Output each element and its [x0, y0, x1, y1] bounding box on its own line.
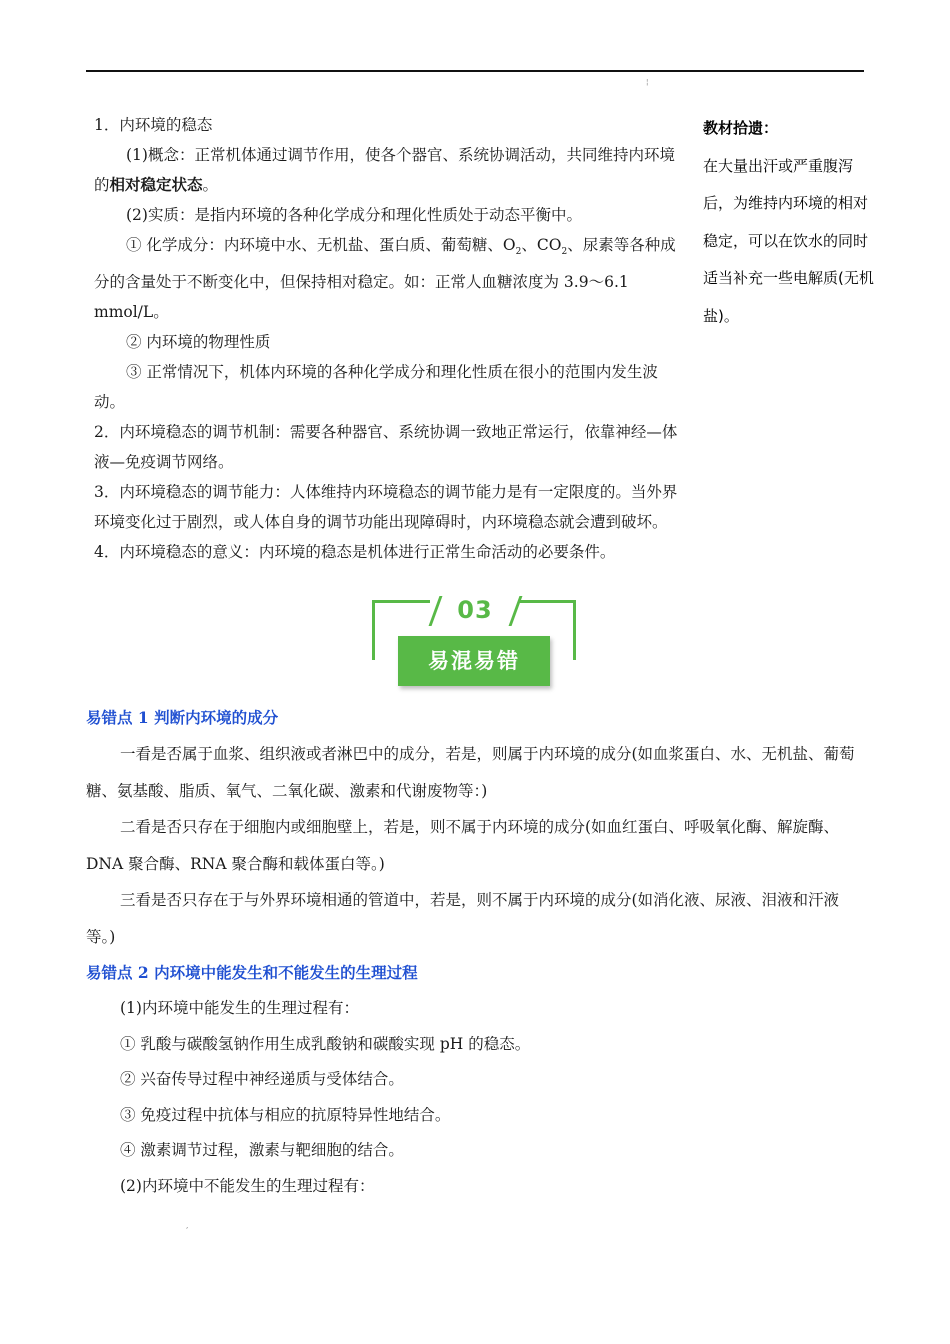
footer-mark: ‚: [186, 1222, 189, 1230]
essence-paragraph: (2)实质：是指内环境的各种化学成分和理化性质处于动态平衡中。: [126, 206, 582, 224]
normal-fluctuation-paragraph: ③ 正常情况下，机体内环境的各种化学成分和理化性质在很小的范围内发生波动。: [94, 363, 658, 412]
chem-text-c: 、尿素等各种成分的含量处于不断变化中，但保持相对稳定。如：正常人血糖浓度为 3.9～6.1 mmol/L。: [94, 236, 676, 322]
chem-text-a: ① 化学成分：内环境中水、无机盐、蛋白质、葡萄糖、O: [126, 236, 516, 254]
list-item: (1)内环境中能发生的生理过程有：: [120, 999, 359, 1017]
error-point-1-second-check: 二看是否只存在于细胞内或细胞壁上，若是，则不属于内环境的成分(如血红蛋白、呼吸氧化酶、解旋酶、DNA 聚合酶、RNA 聚合酶和载体蛋白等。): [86, 818, 840, 873]
error-point-1-heading: 易错点 1 判断内环境的成分: [86, 708, 279, 727]
list-item: ② 兴奋传导过程中神经递质与受体结合。: [120, 1070, 404, 1088]
list-item: ① 乳酸与碳酸氢钠作用生成乳酸钠和碳酸实现 pH 的稳态。: [120, 1034, 531, 1053]
list-item: (2)内环境中不能发生的生理过程有：: [120, 1176, 375, 1195]
concept-end: 。: [202, 176, 219, 194]
point-3-paragraph: 3．内环境稳态的调节能力：人体维持内环境稳态的调节能力是有一定限度的。当外界环境变化过于剧烈，或人体自身的调节功能出现障碍时，内环境稳态就会遭到破坏。: [94, 483, 678, 532]
badge-label: 易混易错: [398, 636, 550, 686]
error-point-2-heading: 易错点 2 内环境中能发生和不能发生的生理过程: [86, 963, 418, 982]
header-rule: [86, 70, 864, 72]
point-4-paragraph: 4．内环境稳态的意义：内环境的稳态是机体进行正常生命活动的必要条件。: [94, 543, 616, 562]
error-point-1-first-check: 一看是否属于血浆、组织液或者淋巴中的成分，若是，则属于内环境的成分(如血浆蛋白、水、无机盐、葡萄糖、氨基酸、脂质、氧气、二氧化碳、激素和代谢废物等：): [86, 745, 855, 800]
error-point-1-third-check: 三看是否只存在于与外界环境相通的管道中，若是，则不属于内环境的成分(如消化液、尿液、泪液和汗液等。): [86, 891, 840, 946]
chem-text-b: 、CO: [521, 236, 562, 254]
main-text: [94, 110, 688, 567]
concept-bold-term: 相对稳定状态: [109, 175, 203, 194]
o2-subscript: 2: [515, 247, 522, 258]
badge-number: 03: [457, 596, 493, 624]
header-mark: ¦: [646, 78, 649, 86]
common-errors-section: [86, 700, 866, 1204]
physical-properties-paragraph: ② 内环境的物理性质: [126, 333, 271, 352]
chemical-components-paragraph: [94, 230, 688, 327]
sidebar-title: 教材拾遗：: [703, 119, 779, 137]
sidebar-body: 在大量出汗或严重腹泻后，为维持内环境的相对稳定，可以在饮水的同时适当补充一些电解质(无机盐)。: [703, 156, 874, 325]
point-1-heading: 1．内环境的稳态: [94, 116, 213, 134]
co2-subscript: 2: [561, 247, 568, 258]
list-item: ④ 激素调节过程，激素与靶细胞的结合。: [120, 1141, 404, 1159]
point-2-paragraph: 2．内环境稳态的调节机制：需要各种器官、系统协调一致地正常运行，依靠神经—体液—免疫调节网络。: [94, 423, 678, 472]
list-item: ③ 免疫过程中抗体与相应的抗原特异性地结合。: [120, 1105, 451, 1124]
concept-paragraph: [94, 140, 688, 200]
concept-text: (1)概念：正常机体通过调节作用，使各个器官、系统协调活动，共同维持内环境的: [94, 146, 675, 194]
section-badge: [368, 592, 582, 688]
textbook-note-sidebar: [703, 110, 878, 335]
